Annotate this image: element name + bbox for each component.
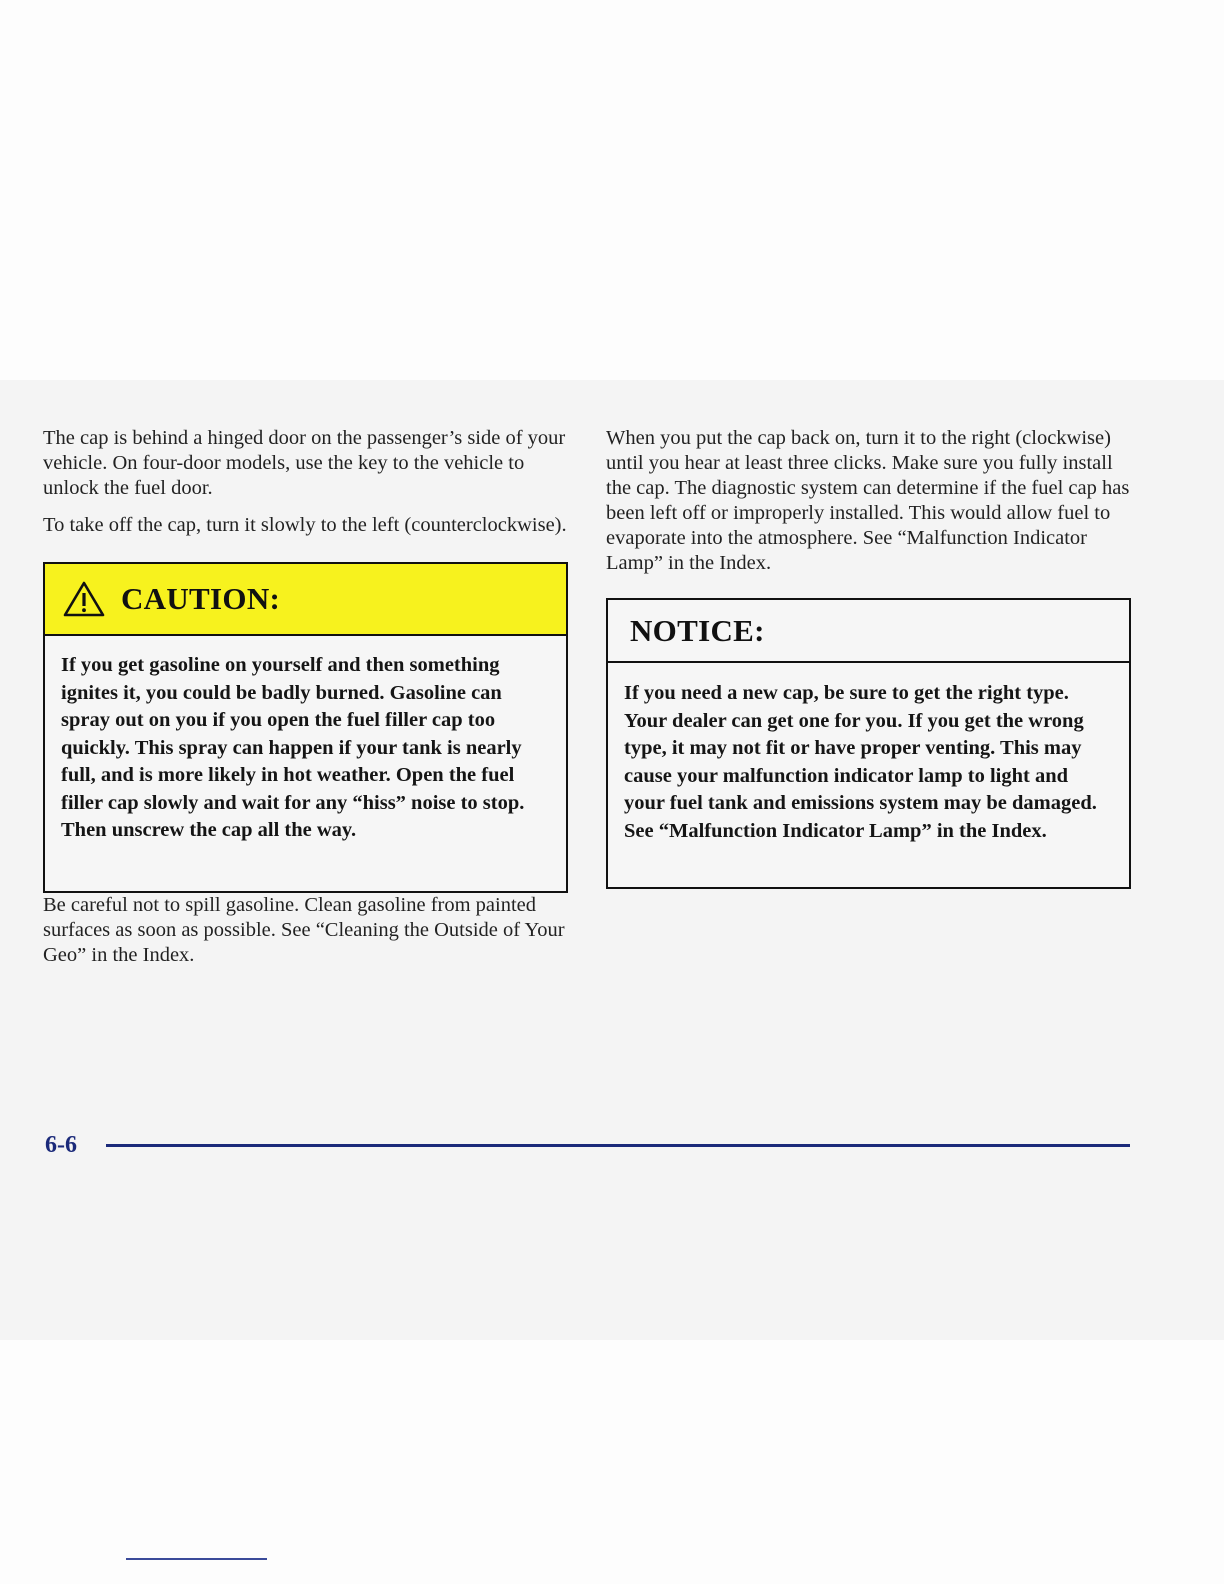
spill-warning-paragraph: Be careful not to spill gasoline. Clean gasoline from painted surfaces as soon as possible. See “Cleaning the Outside of Your Geo” in the Index.	[43, 894, 565, 966]
warning-triangle-icon	[63, 581, 105, 617]
notice-text: If you need a new cap, be sure to get the right type. Your dealer can get one for you. If you get the wrong type, it may not fit or have proper venting. This may cause your malfunction indicator lamp to light and your fuel tank and emissions system may be damaged. See “Malfunction Indicator Lamp” in the Index.	[624, 682, 1097, 842]
caution-box	[43, 562, 568, 893]
caution-text: If you get gasoline on yourself and then something ignites it, you could be badly burned. Gasoline can spray out on you if you open the fuel filler cap too quickly. This spray can happen if your tank is nearly full, and is more likely in hot weather. Open the fuel filler cap slowly and wait for any “hiss” noise to stop. Then unscrew the cap all the way.	[61, 654, 525, 841]
reinstall-cap-paragraph: When you put the cap back on, turn it to the right (clockwise) until you hear at least three clicks. Make sure you fully install the cap. The diagnostic system can determine if the fuel cap has been left off or improperly installed. This would allow fuel to evaporate into the atmosphere. See “Malfunction Indicator Lamp” in the Index.	[606, 427, 1130, 574]
remove-cap-paragraph: To take off the cap, turn it slowly to the left (counterclockwise).	[43, 514, 567, 536]
notice-header	[608, 600, 1129, 663]
notice-title: NOTICE:	[630, 612, 765, 648]
fuel-door-paragraph: The cap is behind a hinged door on the passenger’s side of your vehicle. On four-door models, use the key to the vehicle to unlock the fuel door.	[43, 427, 566, 499]
bottom-link-underline	[126, 1558, 267, 1560]
notice-box	[606, 598, 1131, 889]
caution-header	[45, 564, 566, 636]
caution-title: CAUTION:	[121, 581, 281, 616]
right-column	[606, 426, 1131, 889]
page-number: 6-6	[45, 1132, 77, 1158]
left-column	[43, 426, 568, 968]
footer-rule	[106, 1144, 1130, 1147]
